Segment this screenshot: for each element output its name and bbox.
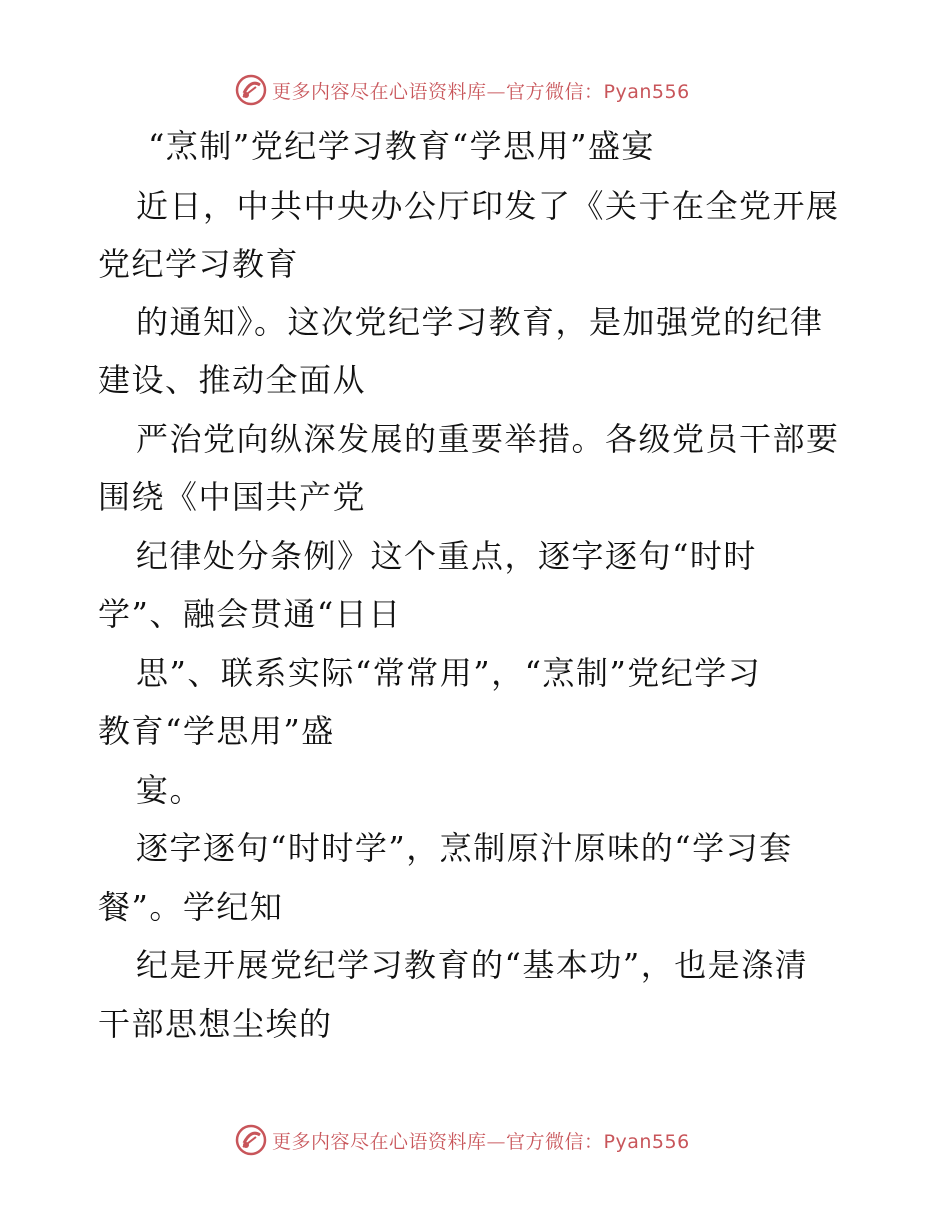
paragraph-line: 纪律处分条例》这个重点，逐字逐句“时时 <box>136 537 757 575</box>
watermark-contact-text: 官方微信：Pyan556 <box>506 80 690 103</box>
paragraph-line: 思”、联系实际“常常用”，“烹制”党纪学习 <box>136 654 762 692</box>
watermark-separator: — <box>486 80 507 103</box>
watermark-site-text: 更多内容尽在心语资料库 <box>272 80 487 103</box>
paragraph-line: 的通知》。这次党纪学习教育，是加强党的纪律 <box>136 303 824 341</box>
watermark-contact-text: 官方微信：Pyan556 <box>506 1130 690 1153</box>
paragraph-line: 党纪学习教育 <box>98 245 300 283</box>
watermark-site-text: 更多内容尽在心语资料库 <box>272 1130 487 1153</box>
paragraph-line: 餐”。学纪知 <box>98 888 284 926</box>
paragraph-line: 逐字逐句“时时学”，烹制原汁原味的“学习套 <box>136 829 793 867</box>
footer-watermark <box>234 1122 690 1158</box>
watermark-separator: — <box>486 1130 507 1153</box>
logo-icon <box>234 73 268 107</box>
header-watermark <box>234 72 690 108</box>
paragraph-line: 干部思想尘埃的 <box>98 1005 333 1043</box>
paragraph-line: 学”、融会贯通“日日 <box>98 595 402 633</box>
paragraph-line: 围绕《中国共产党 <box>98 478 367 516</box>
paragraph-line: 建设、推动全面从 <box>98 361 367 399</box>
document-title: “烹制”党纪学习教育“学思用”盛宴 <box>148 127 655 165</box>
paragraph-line: 纪是开展党纪学习教育的“基本功”，也是涤清 <box>136 946 809 984</box>
paragraph-line: 近日，中共中央办公厅印发了《关于在全党开展 <box>136 187 840 225</box>
paragraph-line: 教育“学思用”盛 <box>98 712 335 750</box>
paragraph-line: 宴。 <box>136 771 204 809</box>
logo-icon <box>234 1123 268 1157</box>
paragraph-line: 严治党向纵深发展的重要举措。各级党员干部要 <box>136 420 840 458</box>
